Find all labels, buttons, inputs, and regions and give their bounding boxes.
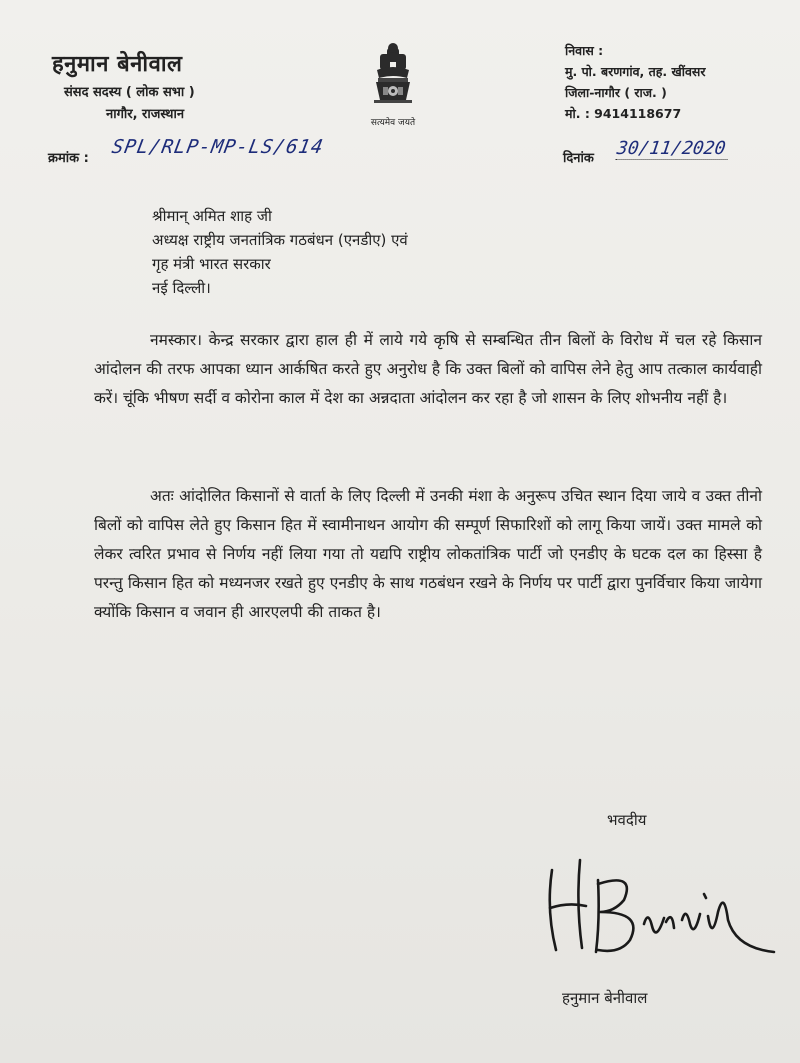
date-value: 30/11/2020 (615, 138, 730, 160)
recipient-line-4: नई दिल्ली। (152, 279, 211, 297)
reference-label: क्रमांक : (48, 151, 89, 166)
recipient-line-1: श्रीमान् अमित शाह जी (152, 207, 272, 225)
sender-block (52, 48, 195, 122)
residence-block (565, 40, 705, 124)
recipient-line-3: गृह मंत्री भारत सरकार (152, 255, 271, 273)
residence-address-line-1: मु. पो. बरणगांव, तह. खींवसर (565, 64, 706, 79)
recipient-line-2: अध्यक्ष राष्ट्रीय जनतांत्रिक गठबंधन (एनडीए) एवं (152, 231, 408, 249)
residence-heading: निवास : (565, 43, 604, 58)
body-paragraph-1 (94, 326, 762, 413)
sender-name: हनुमान बेनीवाल (52, 52, 183, 77)
state-emblem-icon (370, 42, 416, 114)
date-label: दिनांक (563, 151, 594, 166)
emblem-motto: सत्यमेव जयते (370, 118, 416, 128)
residence-phone: मो. : 9414118677 (565, 106, 682, 121)
residence-address-line-2: जिला-नागौर ( राज. ) (565, 85, 667, 100)
recipient-address (152, 204, 408, 300)
emblem-block (358, 42, 428, 128)
signature-icon (540, 850, 780, 965)
body-paragraph-2 (94, 482, 762, 627)
signer-name: हनुमान बेनीवाल (562, 989, 648, 1007)
reference-number: SPL/RLP-MP-LS/614 (110, 136, 326, 158)
body-paragraph-2-text: अतः आंदोलित किसानों से वार्ता के लिए दिल्ली में उनकी मंशा के अनुरूप उचित स्थान दिया जाये व उक्त तीनो बिलों को वापिस लेते हुए किसान हित में स्वामीनाथन आयोग की सम्पूर्ण सिफारिशों को लागू किया जायें। उक्त मामले को लेकर त्वरित प्रभाव से निर्णय नहीं लिया गया तो यद्यपि राष्ट्रीय लोकतांत्रिक पार्टी जो एनडीए के घटक दल का हिस्सा है परन्तु किसान हित को मध्यनजर रखते हुए एनडीए के साथ गठबंधन रखने के निर्णय पर पार्टी द्वारा पुनर्विचार किया जायेगा क्योंकि किसान व जवान ही आरएलपी की ताकत है। (94, 487, 762, 621)
valediction: भवदीय (607, 811, 647, 829)
sender-place: नागौर, राजस्थान (106, 107, 185, 122)
sender-title: संसद सदस्य ( लोक सभा ) (64, 85, 195, 100)
body-paragraph-1-text: नमस्कार। केन्द्र सरकार द्वारा हाल ही में लाये गये कृषि से सम्बन्धित तीन बिलों के विरोध में चल रहे किसान आंदोलन की तरफ आपका ध्यान आर्कषित करते हुए अनुरोध है कि उक्त बिलों को वापिस लेने हेतु आप तत्काल कार्यवाही करें। चूंकि भीषण सर्दी व कोरोना काल में देश का अन्नदाता आंदोलन कर रहा है जो शासन के लिए शोभनीय नहीं है। (94, 331, 762, 407)
